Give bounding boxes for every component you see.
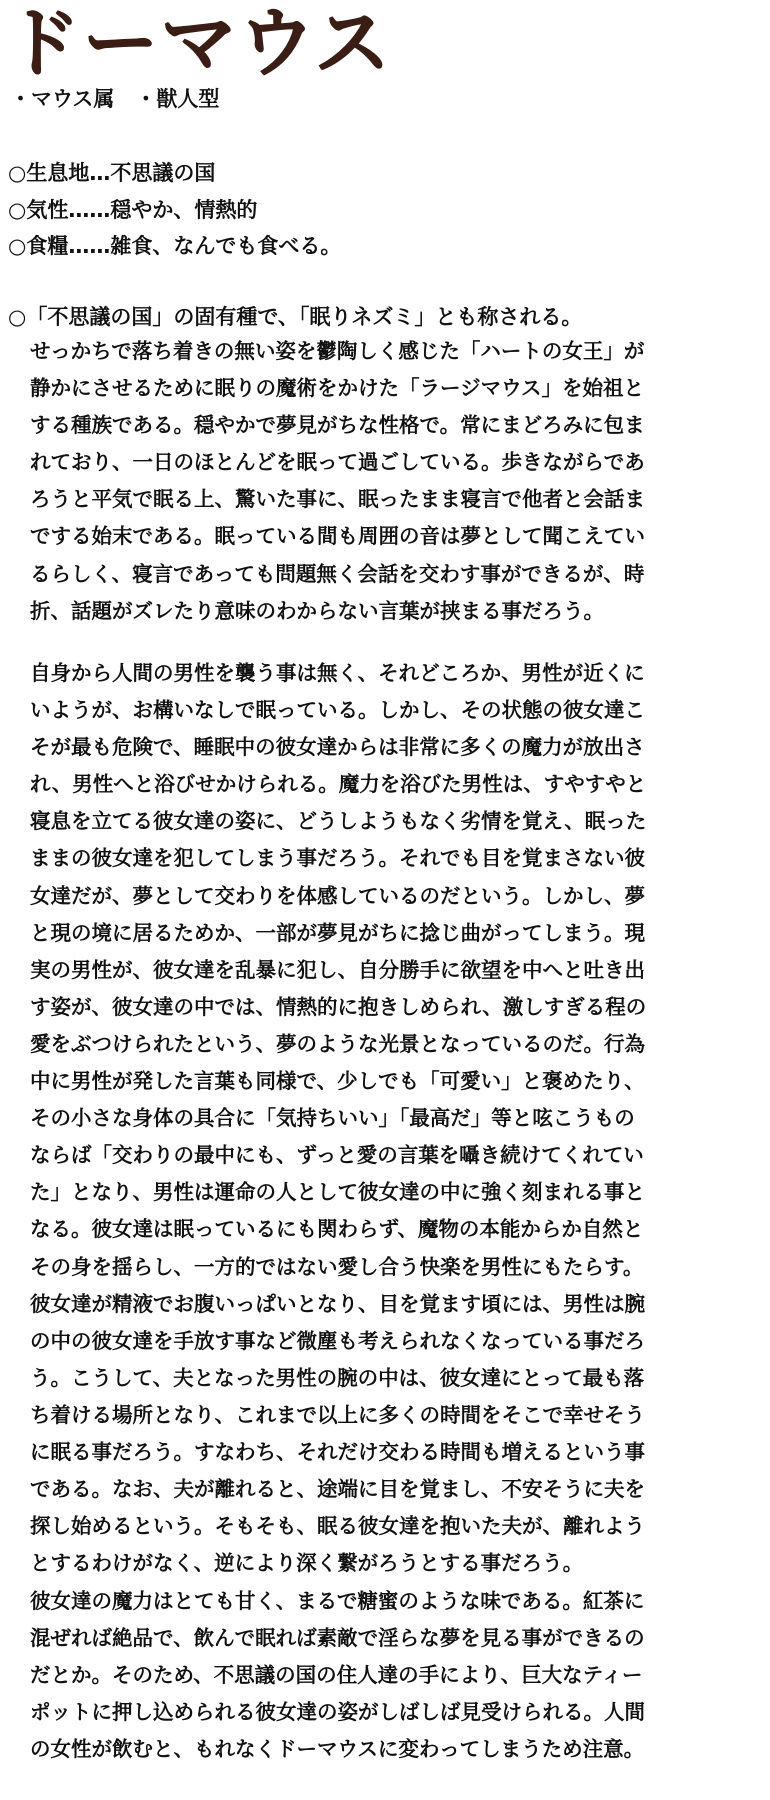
text-line: 彼女達が精液でお腹いっぱいとなり、目を覚ます頃には、男性は腕 [30,1291,645,1316]
text-line: 愛をぶつけられたという、夢のような光景となっているのだ。行為 [30,1031,645,1056]
text-line: 混ぜれば絶品で、飲んで眠れば素敵で淫らな夢を見る事ができるの [30,1626,645,1651]
fact-temperament: ○気性……穏やか、情熱的 [8,197,258,222]
text-line: るらしく、寝言であっても問題無く会話を交わす事ができるが、時 [30,561,645,586]
text-line: する種族である。穏やかで夢見がちな性格で。常にまどろみに包ま [30,413,645,438]
text-line: 彼女達の魔力はとても甘く、まるで糖蜜のような味である。紅茶に [30,1589,645,1613]
text-line: に眠る事だろう。すなわち、それだけ交わる時間も増えるという事 [30,1439,645,1464]
text-line: ポットに押し込められる彼女達の姿がしばしば見受けられる。人間 [30,1700,645,1725]
text-line: れ、男性へと浴びせかけられる。魔力を浴びた男性は、すやすやと [30,772,647,797]
text-line: 静かにさせるために眠りの魔術をかけた「ラージマウス」を始祖と [30,376,644,401]
text-line: ろうと平気で眠る上、驚いた事に、眠ったまま寝言で他者と会話ま [30,487,645,512]
text-line: 折、話題がズレたり意味のわからない言葉が挟まる事だろう。 [30,598,604,623]
fact-diet: ○食糧……雑食、なんでも食べる。 [8,234,342,258]
text-line: である。なお、夫が離れると、途端に目を覚まし、不安そうに夫を [30,1477,645,1502]
text-line: だとか。そのため、不思議の国の住人達の手により、巨大なティー [30,1663,643,1688]
text-line: と現の境に居るためか、一部が夢見がちに捻じ曲がってしまう。現 [30,920,645,945]
text-line: れており、一日のほとんどを眠って過ごしている。歩きながらであ [30,450,645,475]
text-line: せっかちで落ち着きの無い姿を鬱陶しく感じた「ハートの女王」が [30,339,645,363]
text-line: その小さな身体の具合に「気持ちいい」「最高だ」等と呟こうもの [30,1106,635,1131]
text-line: その身を揺らし、一方的ではない愛し合う快楽を男性にもたらす。 [30,1254,644,1279]
text-line: 自身から人間の男性を襲う事は無く、それどころか、男性が近くに [30,661,645,685]
text-line: 中に男性が発した言葉も同様で、少しでも「可愛い」と褒めたり、 [30,1069,645,1094]
text-line: う。こうして、夫となった男性の腕の中は、彼女達にとって最も落 [30,1365,645,1390]
text-line: 探し始めるという。そもそも、眠る彼女達を抱いた夫が、離れよう [30,1514,645,1539]
classification-tags: ・マウス属 ・獣人型 [10,87,220,111]
paragraph-behavior [30,655,756,1582]
text-line: す姿が、彼女達の中では、情熱的に抱きしめられ、激しすぎる程の [30,994,647,1019]
text-line: た」となり、男性は運命の人として彼女達の中に強く刻まれる事と [30,1180,645,1205]
text-line: でする始末である。眠っている間も周囲の音は夢として聞こえてい [30,524,645,549]
paragraph-origin [30,333,756,630]
text-line: そが最も危険で、睡眠中の彼女達からは非常に多くの魔力が放出さ [30,735,645,760]
text-line: とするわけがなく、逆により深く繋がろうとする事だろう。 [30,1551,584,1576]
text-line: なる。彼女達は眠っているにも関わらず、魔物の本能からか自然と [30,1217,644,1242]
facts-list [8,155,341,265]
text-line: の女性が飲むと、もれなくドーマウスに変わってしまうため注意。 [30,1737,645,1762]
text-line: 女達だが、夢として交わりを体感しているのだという。しかし、夢 [30,883,645,908]
text-line: ままの彼女達を犯してしまう事だろう。それでも目を覚まさない彼 [30,846,645,871]
paragraph-magic [30,1583,756,1768]
text-line: の中の彼女達を手放す事など微塵も考えられなくなっている事だろ [30,1328,645,1353]
fact-habitat: ○生息地…不思議の国 [8,161,216,185]
page-title: ドーマウス [4,0,392,87]
lead-line: ○「不思議の国」の固有種で、「眠りネズミ」とも称される。 [8,305,583,329]
text-line: 実の男性が、彼女達を乱暴に犯し、自分勝手に欲望を中へと吐き出 [30,957,645,982]
text-line: いようが、お構いなしで眠っている。しかし、その状態の彼女達こ [30,698,645,723]
text-line: ならば「交わりの最中にも、ずっと愛の言葉を囁き続けてくれてい [30,1143,644,1168]
text-line: 寝息を立てる彼女達の姿に、どうしようもなく劣情を覚え、眠った [30,809,647,834]
text-line: ち着ける場所となり、これまで以上に多くの時間をそこで幸せそう [30,1402,645,1427]
